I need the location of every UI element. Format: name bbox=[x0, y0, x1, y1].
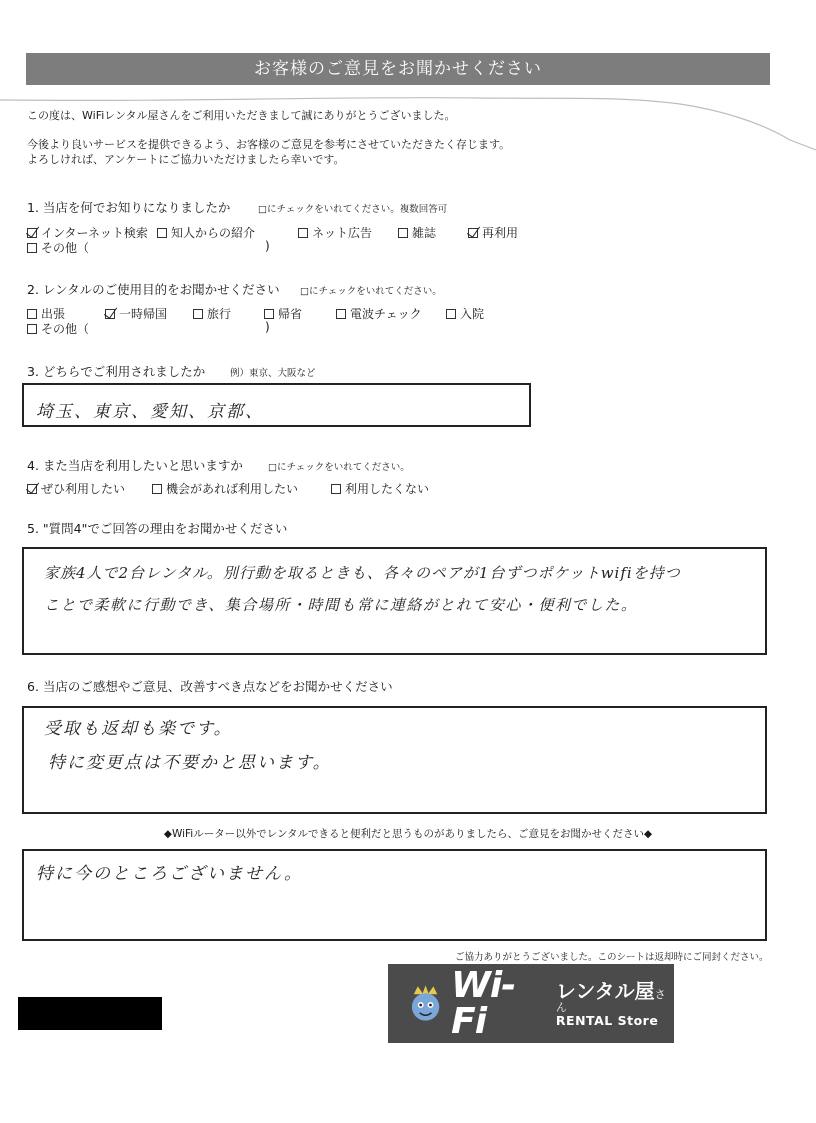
checkbox-icon[interactable] bbox=[27, 484, 37, 494]
mascot-icon bbox=[406, 984, 445, 1024]
q1-other-close: ) bbox=[265, 239, 270, 253]
question-5-label: 5. "質問4"でご回答の理由をお聞かせください bbox=[27, 521, 288, 536]
checkbox-icon[interactable] bbox=[193, 309, 203, 319]
store-logo bbox=[388, 964, 674, 1043]
checkbox-icon[interactable] bbox=[264, 309, 274, 319]
q5-answer-line-2: ことで柔軟に行動でき、集合場所・時間も常に連絡がとれて安心・便利でした。 bbox=[44, 596, 638, 614]
q7-answer-text: 特に今のところございません。 bbox=[36, 864, 304, 884]
question-4-label: 4. また当店を利用したいと思いますか bbox=[27, 458, 243, 473]
checkbox-icon[interactable] bbox=[398, 228, 408, 238]
q2-other-close: ) bbox=[265, 320, 270, 334]
intro-line-1: この度は、WiFiレンタル屋さんをご利用いただきまして誠にありがとうございました。 bbox=[27, 109, 456, 122]
intro-line-3: よろしければ、アンケートにご協力いただけましたら幸いです。 bbox=[27, 153, 345, 166]
q3-answer-box[interactable] bbox=[22, 383, 531, 427]
checkbox-icon[interactable] bbox=[157, 228, 167, 238]
logo-sub-text: RENTAL Store bbox=[555, 1012, 659, 1028]
question-3-note: 例）東京、大阪など bbox=[230, 368, 316, 379]
q1-option-internet-search[interactable]: インターネット検索 bbox=[27, 224, 148, 241]
logo-text-group bbox=[556, 980, 674, 1028]
question-2-note: □にチェックをいれてください。 bbox=[300, 286, 442, 297]
q7-answer-box[interactable] bbox=[22, 849, 767, 941]
q1-option-referral[interactable]: 知人からの紹介 bbox=[157, 224, 255, 241]
q4-option-no[interactable]: 利用したくない bbox=[331, 480, 429, 497]
q4-option-if-chance[interactable]: 機会があれば利用したい bbox=[152, 480, 298, 497]
redacted-block bbox=[18, 997, 162, 1030]
checkbox-icon[interactable] bbox=[27, 243, 37, 253]
q2-option-hospital[interactable]: 入院 bbox=[446, 305, 484, 322]
q6-answer-line-1: 受取も返却も楽です。 bbox=[44, 719, 233, 739]
checkbox-icon[interactable] bbox=[27, 324, 37, 334]
q1-option-magazine[interactable]: 雑誌 bbox=[398, 224, 436, 241]
q6-answer-line-2: 特に変更点は不要かと思います。 bbox=[48, 753, 332, 773]
q2-option-homecoming[interactable]: 帰省 bbox=[264, 305, 302, 322]
logo-jp-text: レンタル屋 bbox=[555, 978, 655, 1003]
footer-thanks: ご協力ありがとうございました。このシートは返却時にご同封ください。 bbox=[455, 952, 769, 963]
checkbox-icon[interactable] bbox=[27, 228, 37, 238]
question-4-note: □にチェックをいれてください。 bbox=[268, 462, 410, 473]
q2-option-other[interactable]: その他（ bbox=[27, 320, 89, 337]
question-6-label: 6. 当店のご感想やご意見、改善すべき点などをお聞かせください bbox=[27, 679, 393, 694]
q3-answer-text: 埼玉、東京、愛知、京都、 bbox=[36, 402, 264, 422]
checkbox-icon[interactable] bbox=[27, 309, 37, 319]
logo-san-text: さん bbox=[555, 987, 666, 1014]
checkbox-icon[interactable] bbox=[298, 228, 308, 238]
q1-option-reuse[interactable]: 再利用 bbox=[468, 224, 518, 241]
checkbox-icon[interactable] bbox=[446, 309, 456, 319]
checkbox-icon[interactable] bbox=[105, 309, 115, 319]
q4-option-definitely[interactable]: ぜひ利用したい bbox=[27, 480, 125, 497]
q5-answer-box[interactable] bbox=[22, 547, 767, 655]
q6-answer-box[interactable] bbox=[22, 706, 767, 814]
question-1-note: □にチェックをいれてください。複数回答可 bbox=[258, 204, 448, 215]
q1-option-other[interactable]: その他（ bbox=[27, 239, 89, 256]
checkbox-icon[interactable] bbox=[336, 309, 346, 319]
intro-line-2: 今後より良いサービスを提供できるよう、お客様のご意見を参考にさせていただきたく存じます。 bbox=[27, 138, 511, 151]
logo-wifi-text: Wi-Fi bbox=[451, 964, 516, 1042]
q2-option-business-trip[interactable]: 出張 bbox=[27, 305, 65, 322]
question-2-label: 2. レンタルのご使用目的をお聞かせください bbox=[27, 282, 280, 297]
q2-option-travel[interactable]: 旅行 bbox=[193, 305, 231, 322]
checkbox-icon[interactable] bbox=[468, 228, 478, 238]
checkbox-icon[interactable] bbox=[331, 484, 341, 494]
checkbox-icon[interactable] bbox=[152, 484, 162, 494]
question-1-label: 1. 当店を何でお知りになりましたか bbox=[27, 200, 231, 215]
q2-option-signal-check[interactable]: 電波チェック bbox=[336, 305, 422, 322]
q1-option-web-ad[interactable]: ネット広告 bbox=[298, 224, 372, 241]
question-7-label: ◆WiFiルーター以外でレンタルできると便利だと思うものがありましたら、ご意見をお聞かせください◆ bbox=[163, 828, 653, 840]
q5-answer-line-1: 家族4人で2台レンタル。別行動を取るときも、各々のペアが1台ずつポケットwifiを持つ bbox=[44, 564, 681, 582]
q2-option-temp-return[interactable]: 一時帰国 bbox=[105, 305, 167, 322]
page-title: お客様のご意見をお聞かせください bbox=[26, 53, 770, 85]
question-3-label: 3. どちらでご利用されましたか bbox=[27, 364, 206, 379]
